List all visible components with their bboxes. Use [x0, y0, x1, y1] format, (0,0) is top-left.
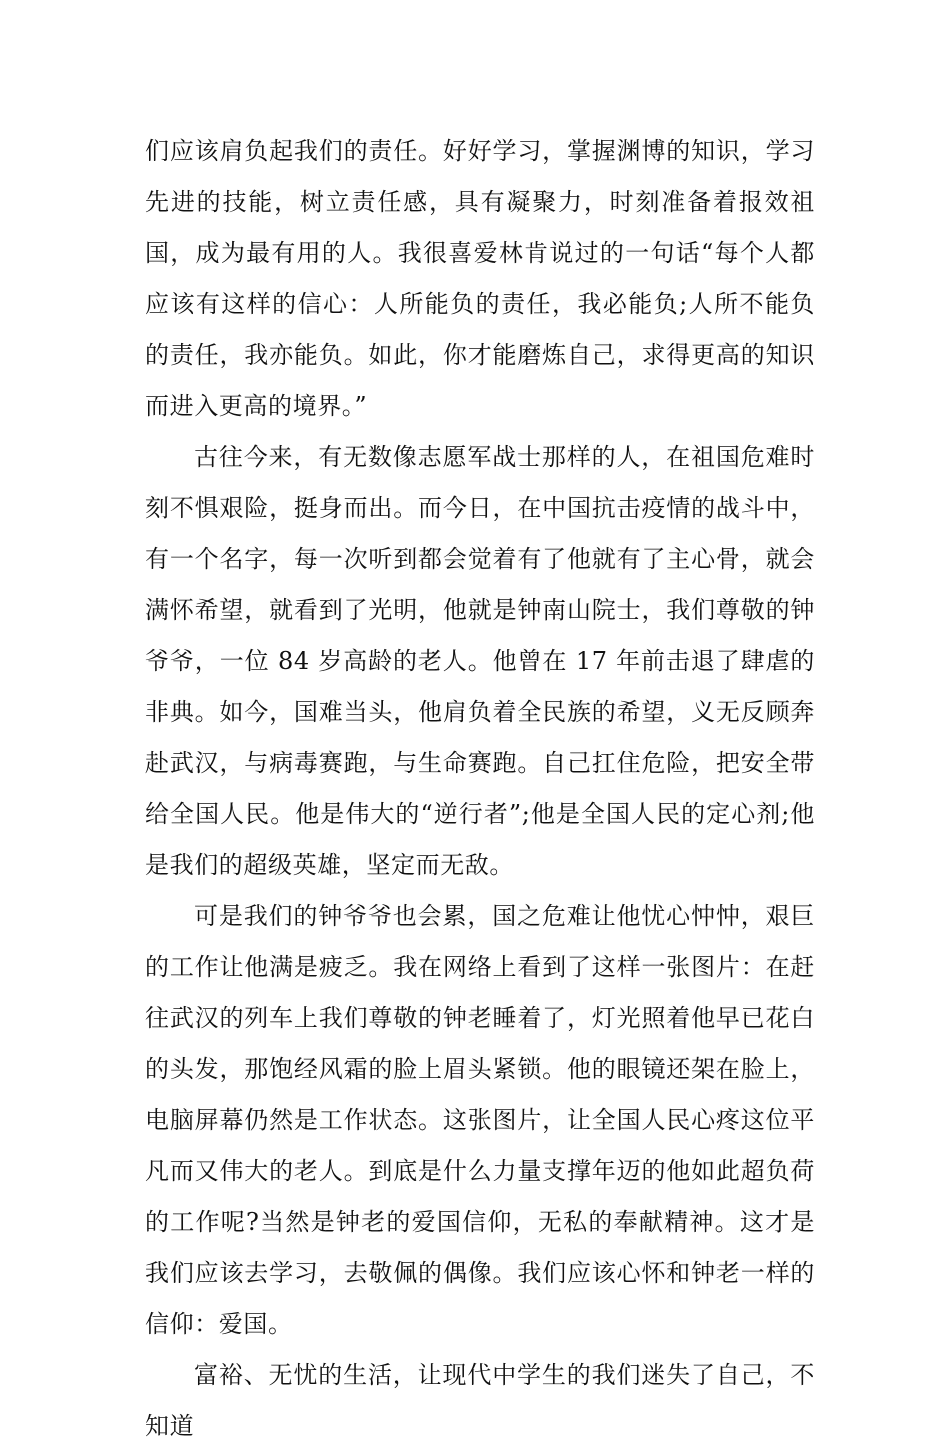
paragraph-tired-grandpa: 可是我们的钟爷爷也会累，国之危难让他忧心忡忡，艰巨的工作让他满是疲乏。我在网络上看到了这样一张图片：在赶往武汉的列车上我们尊敬的钟老睡着了，灯光照着他早已花白的头发，那饱经风霜的脸上眉头紧锁。他的眼镜还架在脸上，电脑屏幕仍然是工作状态。这张图片，让全国人民心疼这位平凡而又伟大的老人。到底是什么力量支撑年迈的他如此超负荷的工作呢?当然是钟老的爱国信仰，无私的奉献精神。这才是我们应该去学习，去敬佩的偶像。我们应该心怀和钟老一样的信仰：爱国。 — [145, 902, 815, 1338]
document-body — [145, 126, 815, 1452]
paragraph-wealthy-life: 富裕、无忧的生活，让现代中学生的我们迷失了自己，不知道 — [145, 1361, 815, 1440]
paragraph-zhong-nanshan: 古往今来，有无数像志愿军战士那样的人，在祖国危难时刻不惧艰险，挺身而出。而今日，在中国抗击疫情的战斗中，有一个名字，每一次听到都会觉着有了他就有了主心骨，就会满怀希望，就看到了光明，他就是钟南山院士，我们尊敬的钟爷爷，一位 84 岁高龄的老人。他曾在 17 年前击退了肆虐的非典。如今，国难当头，他肩负着全民族的希望，义无反顾奔赴武汉，与病毒赛跑，与生命赛跑。自己扛住危险，把安全带给全国人民。他是伟大的“逆行者”;他是全国人民的定心剂;他是我们的超级英雄，坚定而无敌。 — [145, 443, 815, 879]
paragraph-continuation: 们应该肩负起我们的责任。好好学习，掌握渊博的知识，学习先进的技能，树立责任感，具有凝聚力，时刻准备着报效祖国，成为最有用的人。我很喜爱林肯说过的一句话“每个人都应该有这样的信心：人所能负的责任，我必能负;人所不能负的责任，我亦能负。如此，你才能磨炼自己，求得更高的知识而进入更高的境界。” — [145, 137, 815, 420]
